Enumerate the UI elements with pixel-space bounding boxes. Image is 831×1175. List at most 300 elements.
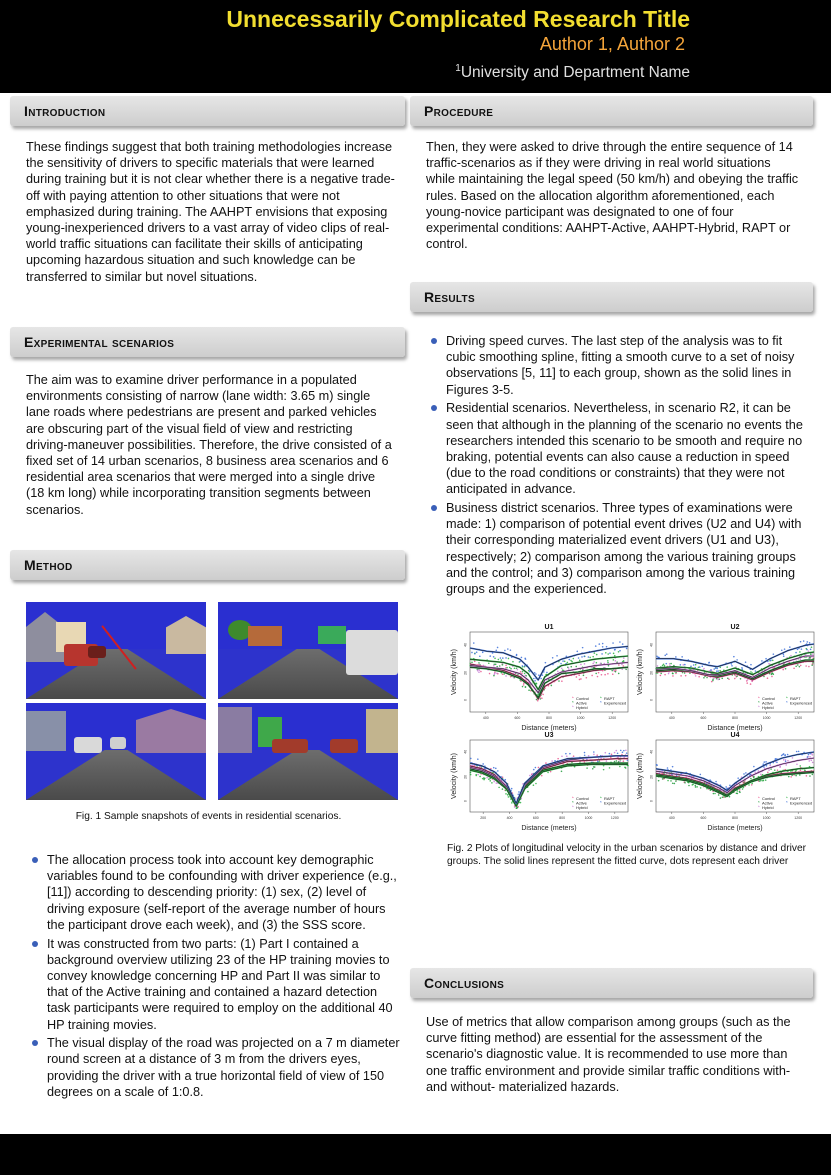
chart-svg [448, 620, 632, 736]
data-point [557, 670, 559, 672]
data-point [589, 657, 591, 659]
x-tick-label: 800 [559, 816, 566, 820]
data-point [533, 769, 535, 771]
data-point [495, 663, 497, 665]
data-point [751, 784, 753, 786]
data-point [521, 657, 523, 659]
chart-title: U3 [544, 732, 554, 739]
data-point [762, 774, 764, 776]
data-point [475, 774, 477, 776]
data-point [538, 674, 540, 676]
data-point [583, 656, 585, 658]
data-point [681, 656, 683, 658]
data-point [615, 660, 617, 662]
data-point [769, 765, 771, 767]
data-point [592, 663, 594, 665]
data-point [588, 656, 590, 658]
data-point [698, 676, 700, 678]
data-point [770, 660, 772, 662]
data-point [703, 677, 705, 679]
data-point [591, 675, 593, 677]
data-point [695, 664, 697, 666]
legend-label: RAPT [790, 795, 801, 801]
data-point [694, 785, 696, 787]
data-point [613, 659, 615, 661]
data-point [525, 686, 527, 688]
data-point [566, 755, 568, 757]
data-point [561, 755, 563, 757]
data-point [478, 662, 480, 664]
legend-marker: * [758, 695, 760, 701]
x-tick-label: 800 [546, 716, 552, 720]
data-point [483, 779, 485, 781]
data-point [622, 751, 624, 753]
data-point [537, 700, 539, 702]
data-point [726, 666, 728, 668]
data-point [505, 793, 507, 795]
data-point [493, 675, 495, 677]
x-axis-label: Distance (meters) [521, 825, 577, 832]
data-point [714, 793, 716, 795]
data-point [479, 776, 481, 778]
data-point [742, 788, 744, 790]
data-point [716, 670, 718, 672]
data-point [541, 697, 543, 699]
data-point [768, 769, 770, 771]
data-point [601, 674, 603, 676]
data-point [569, 753, 571, 755]
legend-label: Control [762, 695, 775, 701]
data-point [595, 645, 597, 647]
data-point [505, 664, 507, 666]
data-point [614, 655, 616, 657]
data-point [750, 671, 752, 673]
data-point [596, 662, 598, 664]
data-point [667, 767, 669, 769]
poster-authors: Author 1, Author 2 [539, 34, 685, 54]
data-point [688, 785, 690, 787]
y-tick-label: 20 [649, 775, 654, 779]
data-point [586, 767, 588, 769]
data-point [592, 656, 594, 658]
data-point [506, 667, 508, 669]
data-point [682, 664, 684, 666]
data-point [675, 656, 677, 658]
data-point [541, 775, 543, 777]
data-point [607, 660, 609, 662]
data-point [783, 655, 785, 657]
data-point [776, 762, 778, 764]
chart-svg [448, 728, 632, 836]
data-point [799, 765, 801, 767]
data-point [606, 760, 608, 762]
legend-marker: * [786, 795, 788, 801]
y-axis-label: Velocity (km/h) [451, 753, 458, 799]
data-point [765, 779, 767, 781]
data-point [607, 673, 609, 675]
data-point [493, 767, 495, 769]
data-point [796, 751, 798, 753]
data-point [514, 806, 516, 808]
data-point [809, 657, 811, 659]
data-point [623, 660, 625, 662]
data-point [477, 774, 479, 776]
data-point [488, 662, 490, 664]
snapshot-4 [218, 703, 398, 800]
data-point [504, 779, 506, 781]
data-point [545, 662, 547, 664]
data-point [552, 657, 554, 659]
data-point [751, 783, 753, 785]
data-point [525, 658, 527, 660]
data-point [783, 759, 785, 761]
data-point [520, 802, 522, 804]
data-point [528, 689, 530, 691]
data-point [489, 655, 491, 657]
data-point [787, 754, 789, 756]
data-point [493, 663, 495, 665]
data-point [684, 672, 686, 674]
data-point [736, 675, 738, 677]
data-point [611, 670, 613, 672]
data-point [785, 759, 787, 761]
data-point [596, 754, 598, 756]
data-point [701, 665, 703, 667]
data-point [580, 678, 582, 680]
data-point [486, 777, 488, 779]
experimental-text: The aim was to examine driver performance in a populated environments consisting of narrow (lane width: 3.65 m) single lane roads where pedestrians are present and parked vehicles are obscuring part of the visual field of view and restricting driving-maneuver possibilities. Therefore, the drive consisted of a fixed set of 14 urban scenarios, 8 business area scenarios and 6 residential area scenarios that were merged into a single drive (18 km long) while incorporating transition segments between scenarios. [26, 373, 392, 517]
data-point [522, 665, 524, 667]
data-point [693, 664, 695, 666]
data-point [524, 673, 526, 675]
data-point [525, 675, 527, 677]
snapshot-1 [26, 602, 206, 699]
data-point [733, 656, 735, 658]
chart-svg [634, 728, 818, 836]
results-bullets [427, 333, 807, 600]
data-point [810, 653, 812, 655]
x-tick-label: 400 [482, 716, 489, 720]
data-point [497, 770, 499, 772]
x-tick-label: 400 [668, 816, 675, 820]
data-point [798, 751, 800, 753]
data-point [792, 757, 794, 759]
data-point [703, 668, 705, 670]
data-point [800, 641, 802, 643]
legend-marker: * [572, 795, 574, 801]
data-point [745, 661, 747, 663]
data-point [626, 648, 628, 650]
data-point [570, 660, 572, 662]
legend-marker: * [758, 795, 760, 801]
data-point [567, 662, 569, 664]
data-point [477, 758, 479, 760]
data-point [584, 752, 586, 754]
data-point [516, 807, 518, 809]
data-point [568, 667, 570, 669]
x-tick-label: 1000 [762, 716, 771, 720]
data-point [807, 756, 809, 758]
data-point [593, 754, 595, 756]
data-point [617, 752, 619, 754]
data-point [809, 756, 811, 758]
data-point [594, 766, 596, 768]
data-point [618, 664, 620, 666]
affiliation-sup: 1 [455, 63, 461, 74]
data-point [670, 663, 672, 665]
data-point [503, 673, 505, 675]
data-point [482, 763, 484, 765]
data-point [478, 671, 480, 673]
data-point [717, 670, 719, 672]
data-point [496, 673, 498, 675]
data-point [596, 654, 598, 656]
data-point [582, 647, 584, 649]
data-point [700, 774, 702, 776]
data-point [795, 770, 797, 772]
data-point [811, 760, 813, 762]
x-tick-label: 1000 [584, 816, 593, 820]
data-point [625, 767, 627, 769]
data-point [508, 796, 510, 798]
y-tick-label: 40 [649, 643, 654, 647]
data-point [568, 659, 570, 661]
x-tick-label: 600 [532, 816, 539, 820]
chart-u3 [448, 728, 632, 836]
data-point [531, 773, 533, 775]
data-point [619, 641, 621, 643]
data-point [613, 653, 615, 655]
data-point [565, 753, 567, 755]
legend-label: RAPT [604, 795, 615, 801]
data-point [583, 675, 585, 677]
data-point [496, 782, 498, 784]
data-point [502, 664, 504, 666]
data-point [547, 772, 549, 774]
data-point [795, 775, 797, 777]
data-point [534, 672, 536, 674]
data-point [737, 790, 739, 792]
legend-marker: * [758, 704, 760, 710]
data-point [614, 649, 616, 651]
data-point [511, 802, 513, 804]
data-point [501, 659, 503, 661]
y-tick-label: 40 [463, 643, 468, 647]
data-point [493, 673, 495, 675]
fig2-caption: Fig. 2 Plots of longitudinal velocity in the urban scenarios by distance and driver groups. The solid lines represent the fitted curve, dots represent each driver [447, 843, 807, 867]
data-point [613, 669, 615, 671]
data-point [510, 668, 512, 670]
data-point [672, 673, 674, 675]
data-point [607, 653, 609, 655]
data-point [535, 767, 537, 769]
data-point [497, 647, 499, 649]
data-point [739, 791, 741, 793]
data-point [542, 694, 544, 696]
affiliation-text: University and Department Name [460, 64, 690, 82]
data-point [715, 667, 717, 669]
data-point [593, 661, 595, 663]
data-point [579, 679, 581, 681]
legend-label: Active [762, 700, 773, 706]
data-point [801, 648, 803, 650]
data-point [787, 760, 789, 762]
data-point [516, 667, 518, 669]
y-tick-label: 20 [463, 775, 468, 779]
data-point [785, 668, 787, 670]
data-point [699, 666, 701, 668]
data-point [718, 794, 720, 796]
x-axis-label: Distance (meters) [707, 825, 763, 832]
legend-marker: * [758, 800, 760, 805]
x-axis-label: Distance (meters) [521, 725, 577, 732]
data-point [729, 785, 731, 787]
procedure-text: Then, they were asked to drive through the entire sequence of 14 traffic-scenarios as if they were driving in real world situations while maintaining the legal speed (50 km/h) and obeying the traffic rules. Based on the allocation algorithm aforementioned, each young-novice participant was designated to one of four experimental conditions: AAHPT-Active, AAHPT-Hybrid, RAPT or control. [426, 140, 799, 252]
data-point [612, 673, 614, 675]
x-tick-label: 1200 [794, 716, 803, 720]
data-point [720, 797, 722, 799]
data-point [684, 782, 686, 784]
legend-label: RAPT [604, 695, 615, 701]
legend-label: Experienced [604, 800, 627, 806]
method-bullet-2: It was constructed from two parts: (1) Part I contained a background overview utilizing 23 of the HP training movies to convey knowledge concerning HP and Part II was similar to that of the Active training and contained a hazard detection task participants were required to employ on the additional 40 HP training movies. [28, 936, 400, 1033]
data-point [616, 760, 618, 762]
data-point [482, 652, 484, 654]
data-point [665, 663, 667, 665]
results-heading: Results [410, 282, 813, 312]
data-point [795, 665, 797, 667]
data-point [620, 750, 622, 752]
data-point [737, 777, 739, 779]
data-point [684, 664, 686, 666]
data-point [535, 673, 537, 675]
data-point [729, 796, 731, 798]
data-point [805, 665, 807, 667]
y-tick-label: 20 [463, 671, 468, 675]
y-axis-label: Velocity (km/h) [637, 649, 644, 695]
data-point [745, 772, 747, 774]
data-point [529, 775, 531, 777]
legend-marker: * [786, 800, 788, 805]
data-point [520, 671, 522, 673]
legend-label: Experienced [790, 800, 813, 806]
data-point [722, 796, 724, 798]
data-point [660, 675, 662, 677]
data-point [806, 641, 808, 643]
data-point [713, 668, 715, 670]
legend-label: Control [576, 795, 589, 801]
data-point [471, 652, 473, 654]
legend-label: Hybrid [576, 804, 588, 810]
data-point [607, 662, 609, 664]
data-point [692, 784, 694, 786]
data-point [505, 657, 507, 659]
data-point [784, 648, 786, 650]
data-point [510, 649, 512, 651]
chart-u2 [634, 620, 818, 736]
conclusions-heading: Conclusions [410, 968, 813, 998]
data-point [788, 776, 790, 778]
data-point [561, 680, 563, 682]
data-point [660, 673, 662, 675]
data-point [536, 699, 538, 701]
y-tick-label: 0 [649, 699, 654, 701]
data-point [578, 674, 580, 676]
legend-marker: * [600, 800, 602, 805]
data-point [558, 680, 560, 682]
procedure-heading: Procedure [410, 96, 813, 126]
data-point [550, 771, 552, 773]
data-point [535, 783, 537, 785]
data-point [771, 676, 773, 678]
data-point [784, 754, 786, 756]
data-point [690, 666, 692, 668]
data-point [494, 657, 496, 659]
data-point [695, 675, 697, 677]
data-point [476, 651, 478, 653]
data-point [658, 780, 660, 782]
data-point [504, 650, 506, 652]
data-point [471, 661, 473, 663]
data-point [618, 651, 620, 653]
data-point [713, 678, 715, 680]
data-point [743, 773, 745, 775]
data-point [556, 655, 558, 657]
data-point [761, 660, 763, 662]
results-bullet-2: Residential scenarios. Nevertheless, in scenario R2, it can be seen that although in the planning of the scenario no events the researchers intended this scenario to be smooth and require no braking, potential events can also cause a reduction in speed (due to the road conditions or constraints) that they were not anticipated in advance. [427, 400, 807, 497]
legend-marker: * [572, 700, 574, 705]
legend-marker: * [600, 700, 602, 705]
data-point [573, 658, 575, 660]
poster-title: Unnecessarily Complicated Research Title [226, 6, 690, 32]
y-axis-label: Velocity (km/h) [637, 753, 644, 799]
introduction-text: These findings suggest that both training methodologies increase the sensitivity of drivers to specific materials that were learned during training but it is not clear whether there is a negative trade-off with paying attention to other situations that were not emphasized during training. The AAHPT envisions that exposing young-inexperienced drivers to a vast array of video clips of real-world traffic situations can facilitate their skills of anticipating upcoming hazardous situation and such knowledge can be transferred to similar but novel situations. [26, 140, 395, 284]
data-point [710, 669, 712, 671]
data-point [790, 655, 792, 657]
legend-marker: * [758, 700, 760, 705]
method-bullets [28, 852, 400, 1103]
data-point [470, 774, 472, 776]
data-point [597, 676, 599, 678]
data-point [598, 643, 600, 645]
data-point [800, 769, 802, 771]
data-point [669, 663, 671, 665]
data-point [782, 754, 784, 756]
data-point [517, 669, 519, 671]
data-point [474, 661, 476, 663]
data-point [670, 780, 672, 782]
legend-marker: * [572, 695, 574, 701]
data-point [474, 653, 476, 655]
data-point [505, 675, 507, 677]
data-point [517, 793, 519, 795]
data-point [715, 781, 717, 783]
data-point [534, 680, 536, 682]
data-point [743, 781, 745, 783]
data-point [562, 669, 564, 671]
chart-title: U4 [730, 732, 740, 739]
data-point [609, 753, 611, 755]
data-point [667, 780, 669, 782]
data-point [747, 679, 749, 681]
legend-label: Hybrid [762, 704, 774, 710]
legend-label: Hybrid [762, 804, 774, 810]
data-point [579, 660, 581, 662]
data-point [765, 658, 767, 660]
x-tick-label: 1000 [762, 816, 771, 820]
data-point [674, 783, 676, 785]
x-tick-label: 1200 [610, 816, 619, 820]
